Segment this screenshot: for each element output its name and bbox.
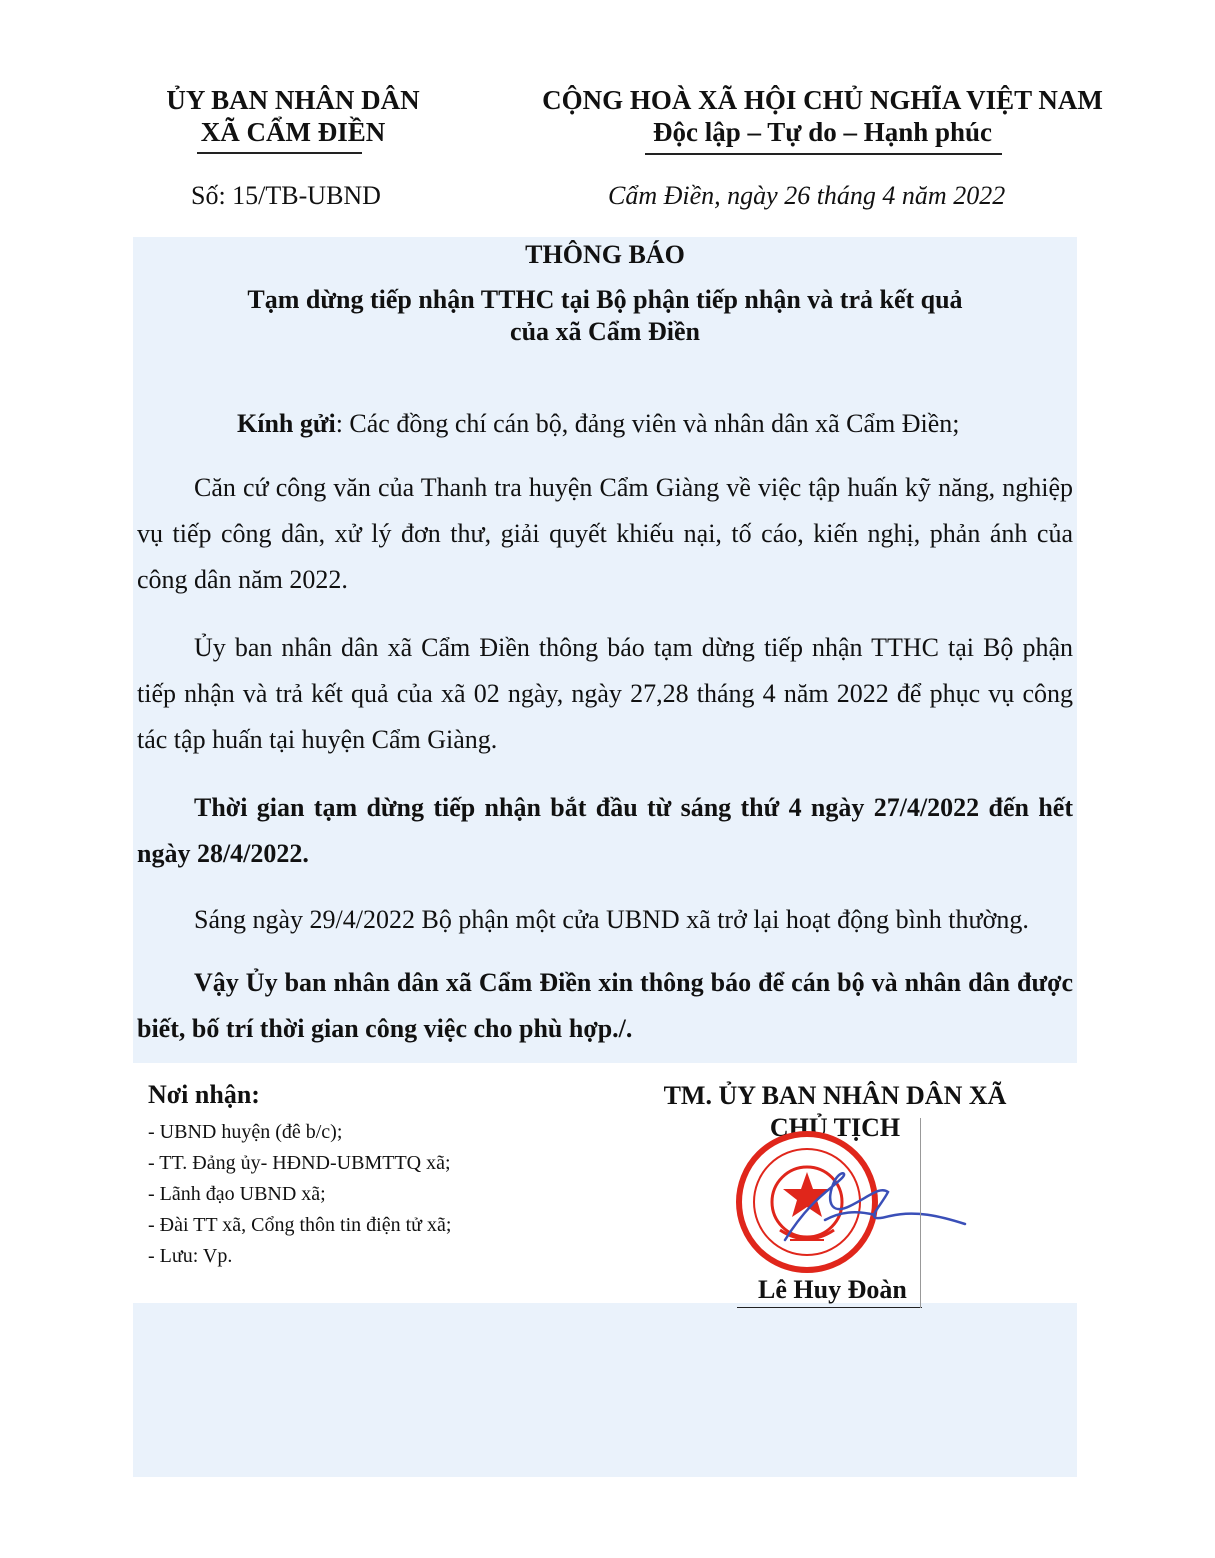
official-seal-icon xyxy=(730,1120,980,1300)
subject-line-1: Tạm dừng tiếp nhận TTHC tại Bộ phận tiếp nhận và trả kết quả xyxy=(247,285,963,314)
signature-position: CHỦ TỊCH xyxy=(769,1113,901,1142)
issuer-line-2: XÃ CẨM ĐIỀN xyxy=(200,117,386,147)
issuer-name xyxy=(153,84,433,148)
greeting-text: : Các đồng chí cán bộ, đảng viên và nhân dân xã Cẩm Điền; xyxy=(335,409,960,438)
recipient-item: - Lưu: Vp. xyxy=(148,1245,233,1267)
place-date: Cẩm Điền, ngày 26 tháng 4 năm 2022 xyxy=(608,181,1006,210)
signature-authority: TM. ỦY BAN NHÂN DÂN XÃ xyxy=(663,1081,1007,1110)
greeting xyxy=(237,408,960,440)
document-type: THÔNG BÁO xyxy=(525,240,685,269)
paragraph-resumption: Sáng ngày 29/4/2022 Bộ phận một cửa UBND xã trở lại hoạt động bình thường. xyxy=(194,905,1029,934)
greeting-label: Kính gửi xyxy=(237,409,336,438)
signer-underline xyxy=(737,1307,922,1308)
issuer-underline xyxy=(197,152,362,154)
paragraph-basis: Căn cứ công văn của Thanh tra huyện Cẩm Giàng về việc tập huấn kỹ năng, nghiệp vụ tiếp công dân, xử lý đơn thư, giải quyết khiếu nại, tố cáo, kiến nghị, phản ánh của công dân năm 2022. xyxy=(137,473,1073,594)
document-number: Số: 15/TB-UBND xyxy=(191,181,381,210)
recipients-title: Nơi nhận: xyxy=(148,1080,260,1109)
motto-underline xyxy=(645,153,1002,155)
paragraph-closing: Vậy Ủy ban nhân dân xã Cẩm Điền xin thông báo để cán bộ và nhân dân được biết, bố trí thời gian công việc cho phù hợp./. xyxy=(137,968,1073,1043)
subject-line-2: của xã Cẩm Điền xyxy=(510,317,700,346)
recipient-item: - TT. Đảng ủy- HĐND-UBMTTQ xã; xyxy=(148,1152,451,1174)
recipient-item: - Lãnh đạo UBND xã; xyxy=(148,1183,326,1205)
paragraph-suspension-period: Thời gian tạm dừng tiếp nhận bắt đầu từ sáng thứ 4 ngày 27/4/2022 đến hết ngày 28/4/2022. xyxy=(137,793,1073,868)
signature-box-edge xyxy=(920,1118,921,1308)
signer-name: Lê Huy Đoàn xyxy=(758,1275,907,1304)
motto: Độc lập – Tự do – Hạnh phúc xyxy=(652,117,993,147)
paragraph-announcement: Ủy ban nhân dân xã Cẩm Điền thông báo tạm dừng tiếp nhận TTHC tại Bộ phận tiếp nhận và trả kết quả của xã 02 ngày, ngày 27,28 tháng 4 năm 2022 để phục vụ công tác tập huấn tại huyện Cẩm Giàng. xyxy=(137,633,1073,754)
country-name: CỘNG HOÀ XÃ HỘI CHỦ NGHĨA VIỆT NAM xyxy=(542,85,1103,115)
recipients-list xyxy=(148,1117,451,1272)
recipient-item: - Đài TT xã, Cổng thôn tin điện tử xã; xyxy=(148,1214,452,1236)
recipient-item: - UBND huyện (đê b/c); xyxy=(148,1121,343,1143)
national-motto xyxy=(520,84,1125,148)
issuer-line-1: ỦY BAN NHÂN DÂN xyxy=(166,85,420,115)
bottom-highlight-panel xyxy=(133,1303,1077,1477)
